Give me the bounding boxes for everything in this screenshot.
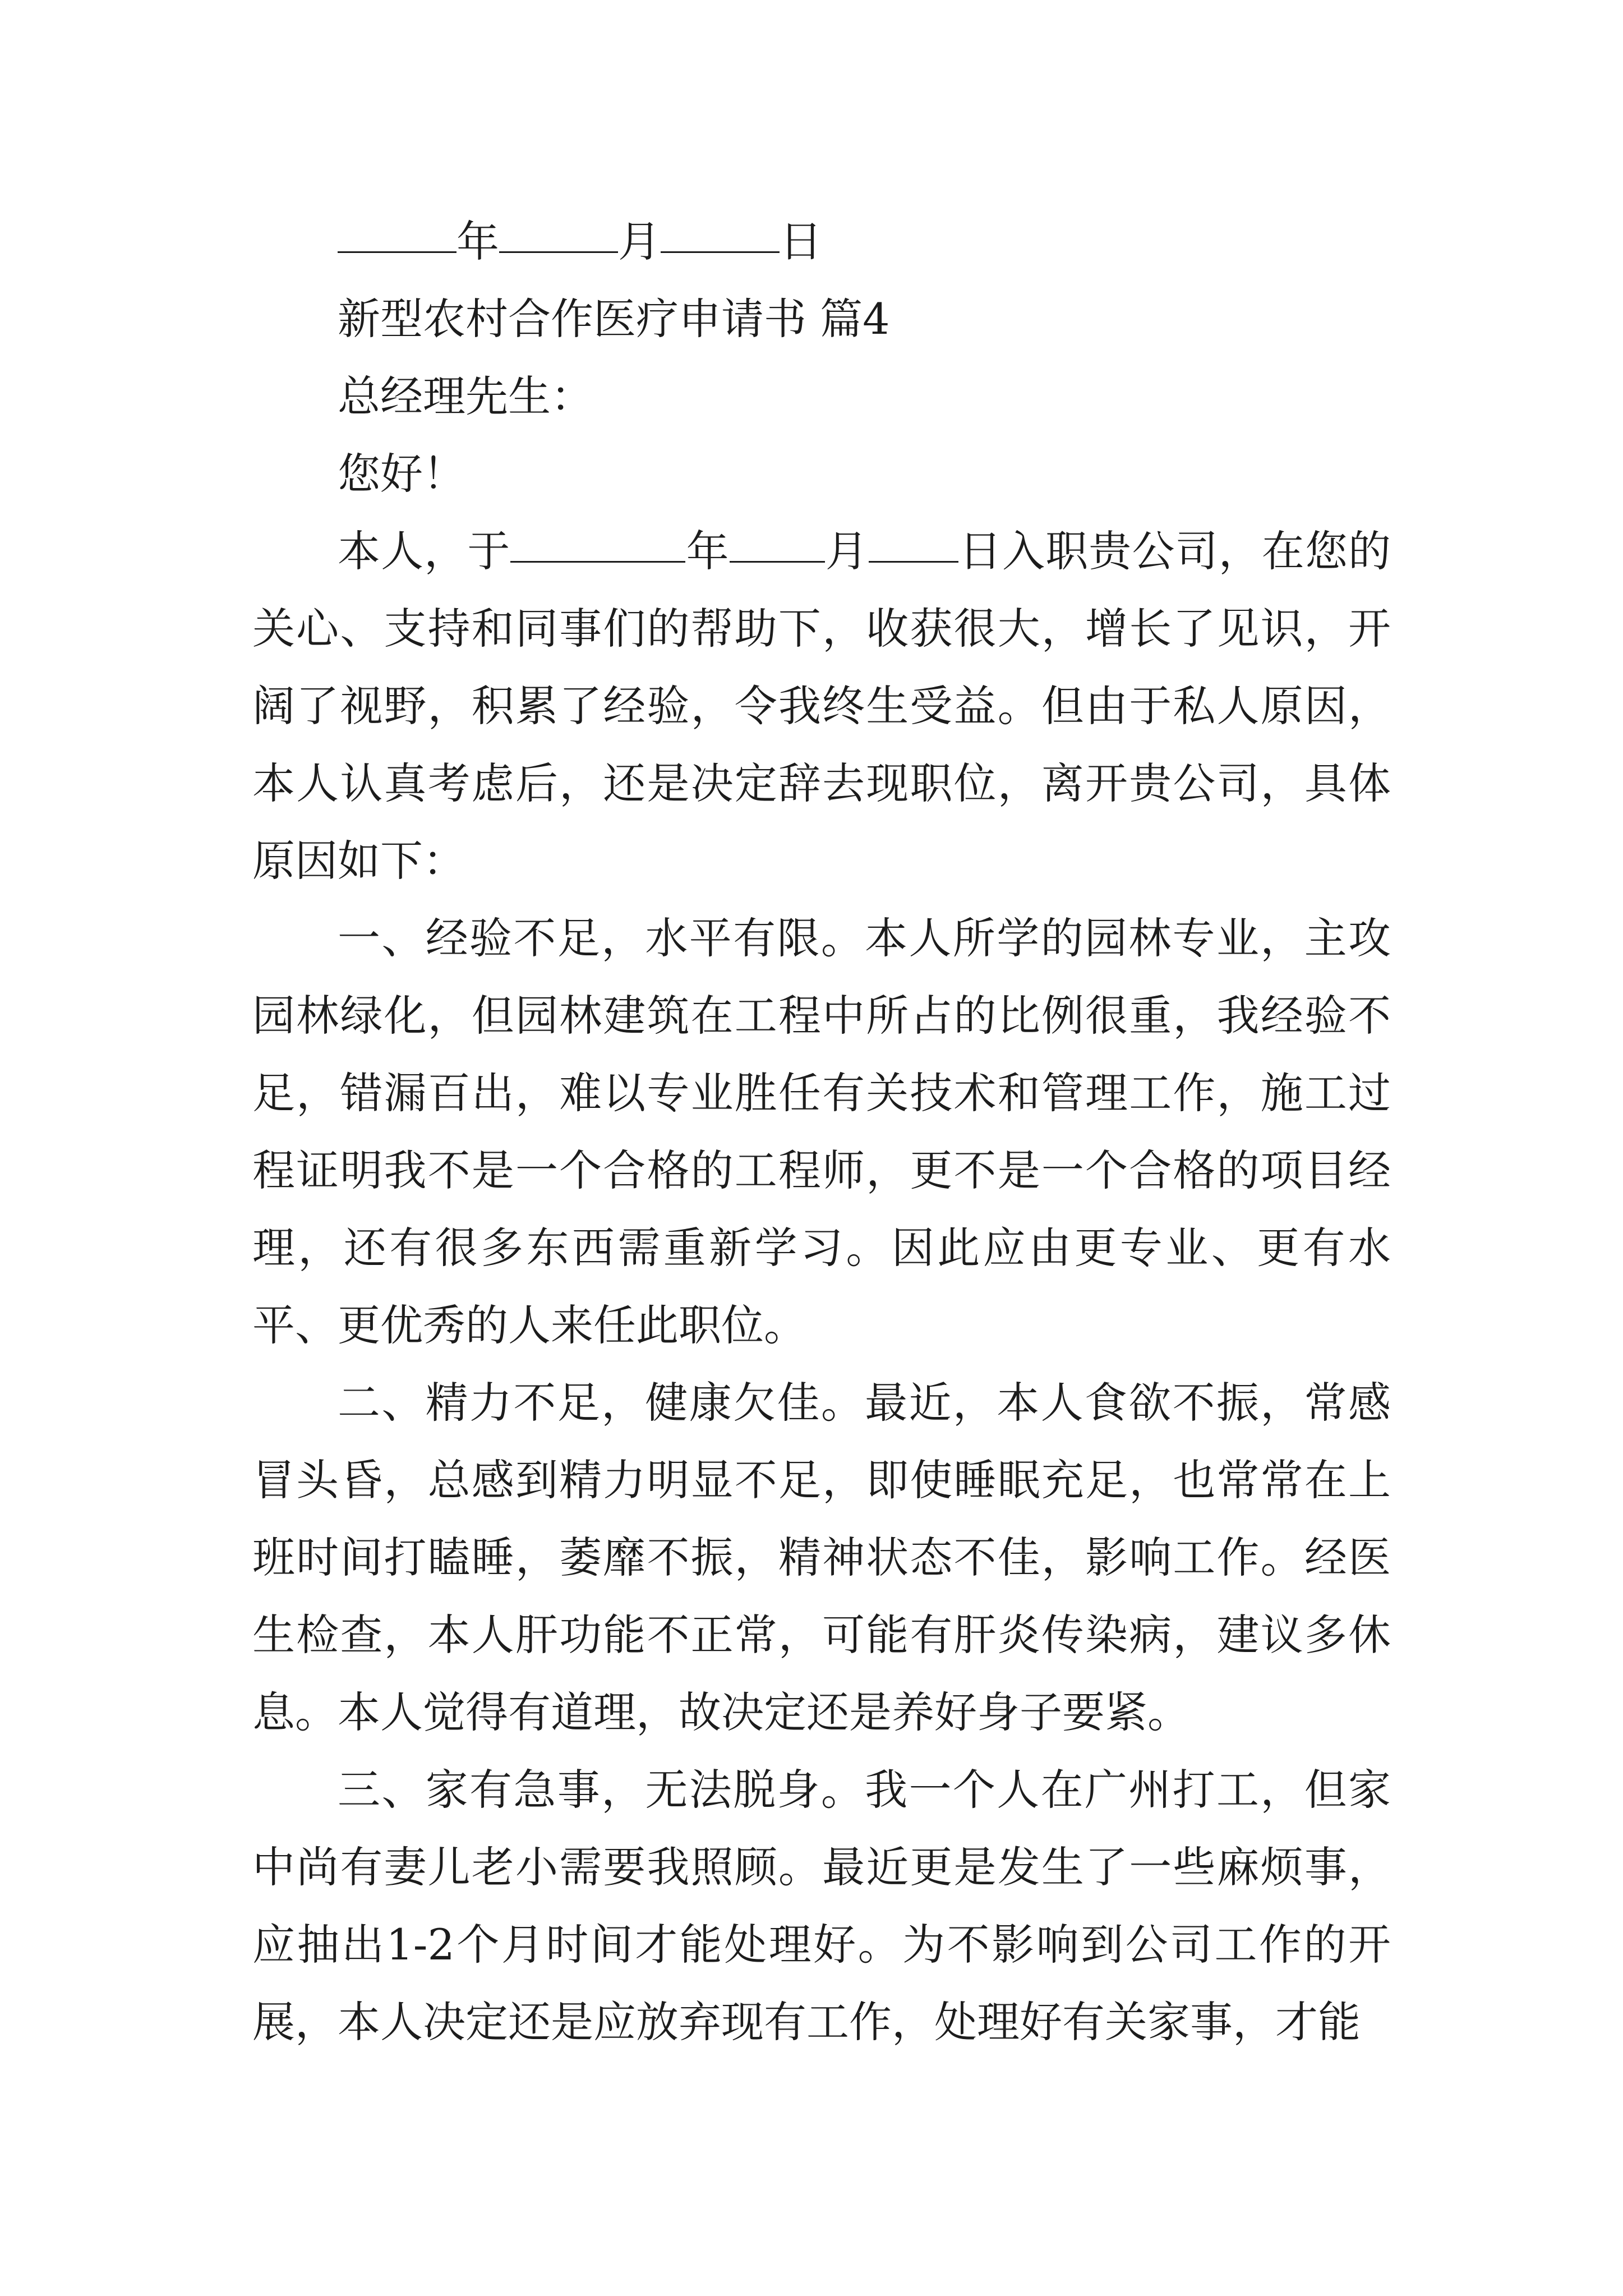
day-label: 日 xyxy=(780,217,822,266)
salutation: 总经理先生： xyxy=(338,371,593,421)
month-blank xyxy=(499,251,618,253)
reason-paragraph-1: 一、经验不足，水平有限。本人所学的园林专业，主攻园林绿化，但园林建筑在工程中所占的比例很重，我经验不足，错漏百出，难以专业胜任有关技术和管理工作，施工过程证明我不是一个合格的工程师，更不是一个合格的项目经理，还有很多东西需重新学习。因此应由更专业、更有水平、更优秀的人来任此职位。 xyxy=(252,913,1391,1350)
intro-paragraph xyxy=(252,513,1391,900)
document-body xyxy=(252,203,1391,2061)
month-label: 月 xyxy=(618,217,661,266)
reason-paragraph-3: 三、家有急事，无法脱身。我一个人在广州打工，但家中尚有妻儿老小需要我照顾。最近更是发生了一些麻烦事，应抽出1-2个月时间才能处理好。为不影响到公司工作的开展，本人决定还是应放弃现有工作，处理好有关家事，才能 xyxy=(252,1765,1391,2047)
section-title: 新型农村合作医疗申请书 篇4 xyxy=(338,294,890,344)
year-label: 年 xyxy=(457,217,499,266)
date-line xyxy=(252,203,1391,280)
join-day-blank xyxy=(869,561,958,563)
reason-paragraph-2: 二、精力不足，健康欠佳。最近，本人食欲不振，常感冒头昏，总感到精力明显不足，即使睡眠充足，也常常在上班时间打瞌睡，萎靡不振，精神状态不佳，影响工作。经医生检查，本人肝功能不正常，可能有肝炎传染病，建议多休息。本人觉得有道理，故决定还是养好身子要紧。 xyxy=(252,1378,1391,1737)
day-blank xyxy=(661,251,780,253)
intro-month-label: 月 xyxy=(824,526,869,576)
intro-year-label: 年 xyxy=(685,526,730,576)
year-blank xyxy=(338,251,457,253)
join-month-blank xyxy=(730,561,825,563)
intro-rest: 日入职贵公司，在您的关心、支持和同事们的帮助下，收获很大，增长了见识，开阔了视野，积累了经验，令我终生受益。但由于私人原因，本人认真考虑后，还是决定辞去现职位，离开贵公司，具体原因如下： xyxy=(252,526,1391,886)
intro-prefix: 本人，于 xyxy=(338,526,511,576)
join-year-blank xyxy=(510,561,685,563)
greeting: 您好！ xyxy=(338,449,465,499)
